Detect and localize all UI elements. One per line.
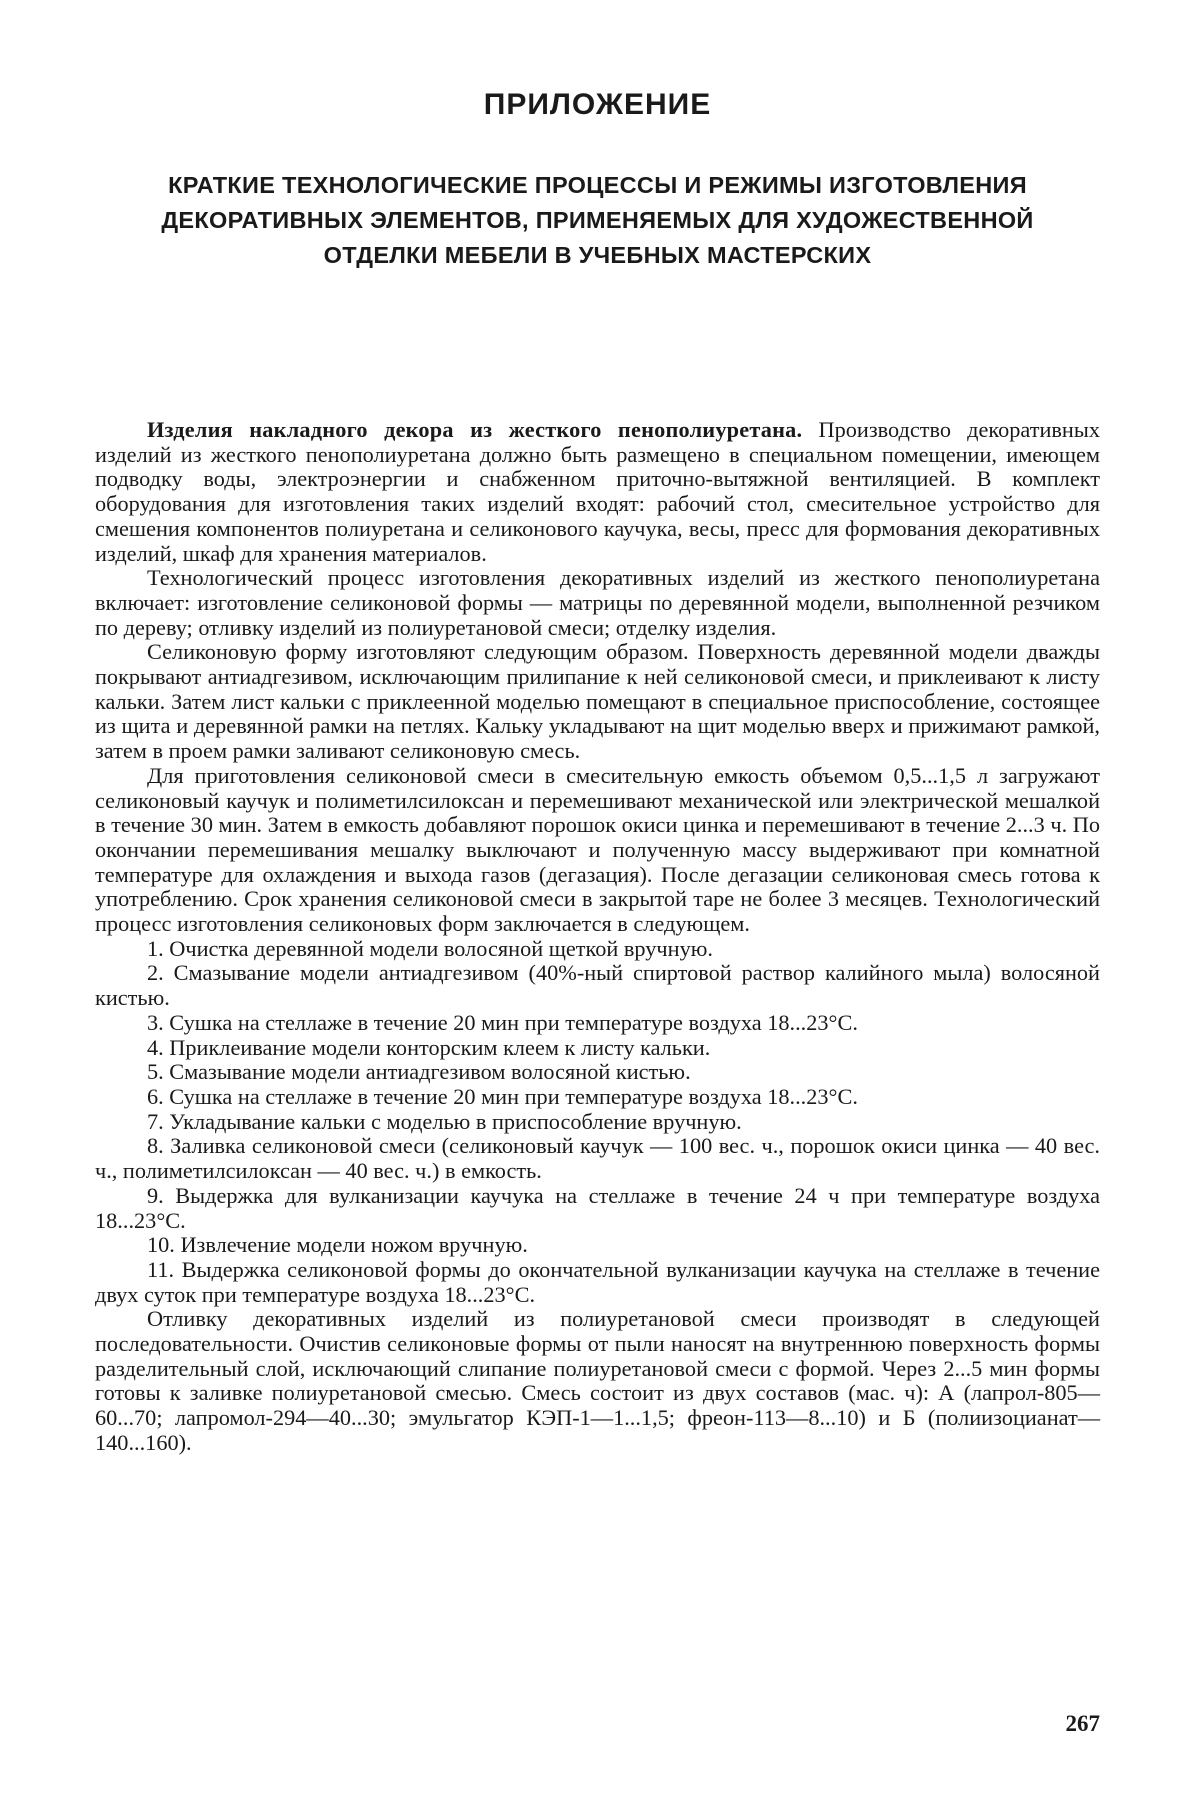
paragraph-1: [95, 418, 1100, 566]
step-1: 1. Очистка деревянной модели волосяной щеткой вручную.: [95, 937, 1100, 962]
document-page: [95, 0, 1100, 1811]
paragraph-4: Для приготовления селиконовой смеси в смесительную емкость объемом 0,5...1,5 л загружают селиконовый каучук и полиметилсилоксан и перемешивают механической или электрической мешалкой в течение 30 мин. Затем в емкость добавляют порошок окиси цинка и перемешивают в течение 2...3 ч. По окончании перемешивания мешалку выключают и полученную массу выдерживают при комнатной температуре для охлаждения и выхода газов (дегазация). После дегазации селиконовая смесь готова к употреблению. Срок хранения селиконовой смеси в закрытой таре не более 3 месяцев. Технологический процесс изготовления селиконовых форм заключается в следующем.: [95, 764, 1100, 937]
subheading-line-2: ДЕКОРАТИВНЫХ ЭЛЕМЕНТОВ, ПРИМЕНЯЕМЫХ ДЛЯ ХУДОЖЕСТВЕННОЙ: [161, 207, 1033, 233]
step-4: 4. Приклеивание модели конторским клеем к листу кальки.: [95, 1036, 1100, 1061]
body-text: [95, 418, 1100, 1456]
paragraph-5: Отливку декоративных изделий из полиуретановой смеси производят в следующей последовательности. Очистив селиконовые формы от пыли наносят на внутреннюю поверхность формы разделительный слой, исключающий слипание полиуретановой смеси с формой. Через 2...5 мин формы готовы к заливке полиуретановой смесью. Смесь состоит из двух составов (мас. ч): А (лапрол-805—60...70; лапромол-294—40...30; эмульгатор КЭП-1—1...1,5; фреон-113—8...10) и Б (полиизоцианат—140...160).: [95, 1307, 1100, 1455]
step-7: 7. Укладывание кальки с моделью в приспособление вручную.: [95, 1110, 1100, 1135]
step-6: 6. Сушка на стеллаже в течение 20 мин при температуре воздуха 18...23°С.: [95, 1085, 1100, 1110]
step-11: 11. Выдержка селиконовой формы до окончательной вулканизации каучука на стеллаже в течение двух суток при температуре воздуха 18...23°С.: [95, 1258, 1100, 1307]
page-number: 267: [1066, 1711, 1101, 1737]
step-3: 3. Сушка на стеллаже в течение 20 мин при температуре воздуха 18...23°С.: [95, 1011, 1100, 1036]
step-9: 9. Выдержка для вулканизации каучука на стеллаже в течение 24 ч при температуре воздуха 18...23°С.: [95, 1184, 1100, 1233]
subheading-line-3: ОТДЕЛКИ МЕБЕЛИ В УЧЕБНЫХ МАСТЕРСКИХ: [324, 242, 872, 268]
step-2: 2. Смазывание модели антиадгезивом (40%-ный спиртовой раствор калийного мыла) волосяной кистью.: [95, 961, 1100, 1010]
paragraph-1-lead: Изделия накладного декора из жесткого пенополиуретана.: [147, 417, 802, 442]
subheading-line-1: КРАТКИЕ ТЕХНОЛОГИЧЕСКИЕ ПРОЦЕССЫ И РЕЖИМЫ ИЗГОТОВЛЕНИЯ: [168, 172, 1027, 198]
step-5: 5. Смазывание модели антиадгезивом волосяной кистью.: [95, 1060, 1100, 1085]
paragraph-1-text: Производство декоративных изделий из жесткого пенополиуретана должно быть размещено в специальном помещении, имеющем подводку воды, электроэнергии и снабженном приточно-вытяжной вентиляцией. В комплект оборудования для изготовления таких изделий входят: рабочий стол, смесительное устройство для смешения компонентов полиуретана и селиконового каучука, весы, пресс для формования декоративных изделий, шкаф для хранения материалов.: [95, 417, 1100, 566]
step-10: 10. Извлечение модели ножом вручную.: [95, 1233, 1100, 1258]
paragraph-3: Селиконовую форму изготовляют следующим образом. Поверхность деревянной модели дважды покрывают антиадгезивом, исключающим прилипание к ней селиконовой смеси, и приклеивают к листу кальки. Затем лист кальки с приклеенной моделью помещают в специальное приспособление, состоящее из щита и деревянной рамки на петлях. Кальку укладывают на щит моделью вверх и прижимают рамкой, затем в проем рамки заливают селиконовую смесь.: [95, 640, 1100, 764]
paragraph-2: Технологический процесс изготовления декоративных изделий из жесткого пенополиуретана включает: изготовление селиконовой формы — матрицы по деревянной модели, выполненной резчиком по дереву; отливку изделий из полиуретановой смеси; отделку изделия.: [95, 566, 1100, 640]
appendix-heading: ПРИЛОЖЕНИЕ: [95, 88, 1100, 122]
appendix-subheading: [95, 168, 1100, 273]
step-8: 8. Заливка селиконовой смеси (селиконовый каучук — 100 вес. ч., порошок окиси цинка — 40 вес. ч., полиметилсилоксан — 40 вес. ч.) в емкость.: [95, 1134, 1100, 1183]
